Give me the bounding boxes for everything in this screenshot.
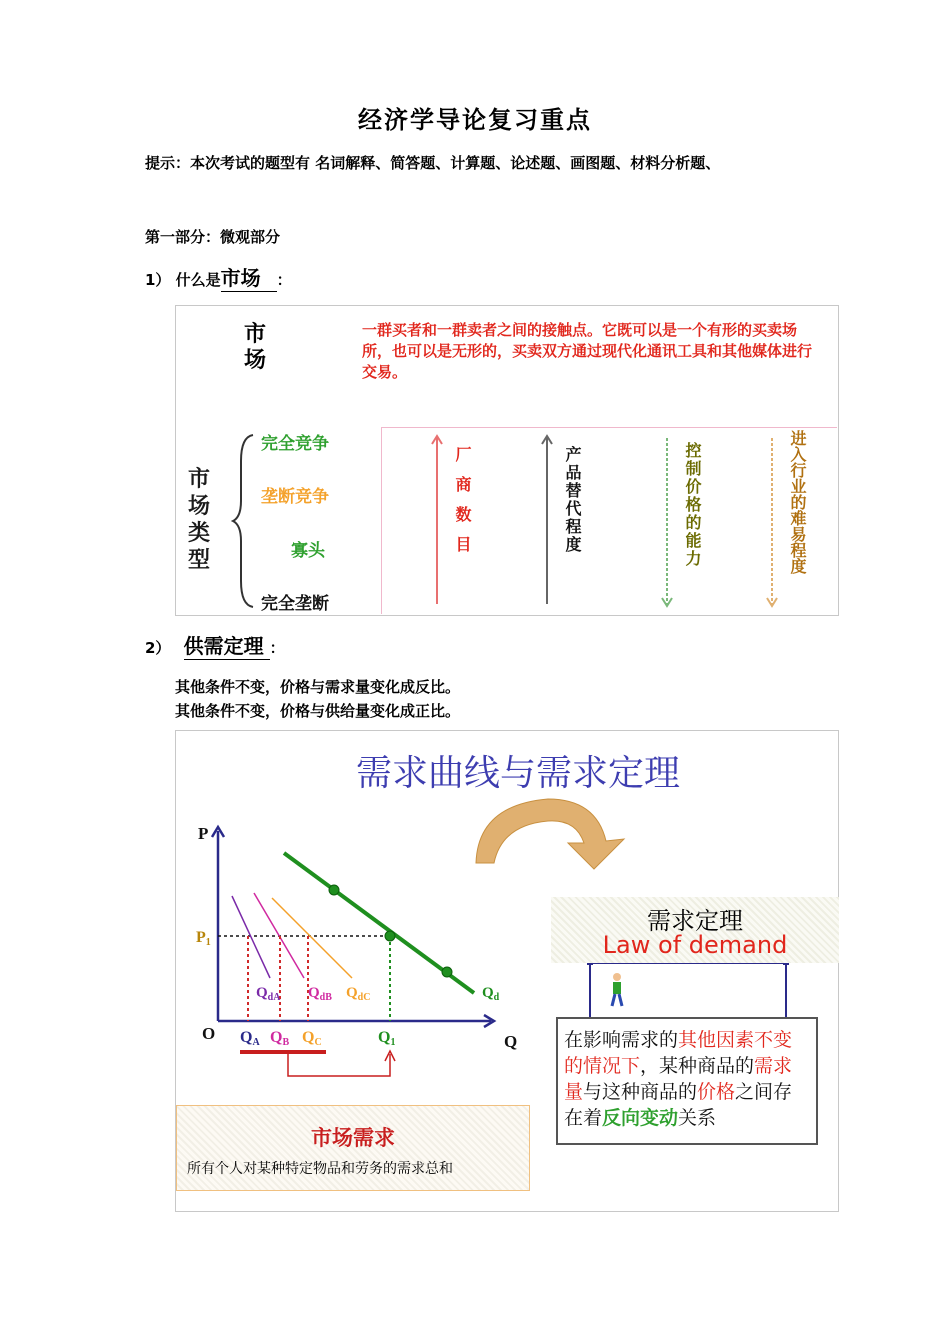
law-english: Law of demand — [602, 931, 788, 959]
market-type-0: 完全竞争 — [261, 434, 329, 454]
law-description-segment-4: 与这种商品的 — [583, 1081, 698, 1103]
origin-label: O — [202, 1024, 216, 1043]
curved-arrow-icon — [476, 799, 624, 869]
market-figure — [175, 305, 839, 616]
dimension-label-0: 厂商数目 — [453, 446, 472, 566]
q-label-a: QA — [240, 1029, 260, 1048]
law-description-segment-2: ，某种商品的 — [640, 1055, 755, 1077]
walking-person-body — [613, 982, 621, 994]
market-definition: 一群买者和一群卖者之间的接触点。它既可以是一个有形的买卖场所，也可以是无形的，买卖双方通过现代化通讯工具和其他媒体进行交易。 — [362, 321, 813, 381]
question-2-suffix: ： — [269, 639, 285, 657]
market-types-label: 市场类型 — [188, 467, 211, 573]
question-2-term: 供需定理 — [184, 630, 270, 660]
market-demand-title: 市场需求 — [311, 1126, 395, 1150]
sum-connector — [288, 1054, 390, 1076]
dimensions-panel — [381, 427, 837, 614]
question-1-suffix: ： — [276, 271, 292, 289]
curve-point-0 — [329, 885, 339, 895]
market-demand-box — [176, 1105, 530, 1191]
law-description-segment-7: 反向变动 — [602, 1107, 679, 1129]
curve-label-dA: $Q_{dA}$ — [256, 985, 281, 1003]
axis-label-p: P — [198, 824, 209, 843]
market-demand-description: 所有个人对某种特定物品和劳务的需求总和 — [187, 1161, 453, 1177]
curve-dC — [272, 898, 352, 978]
dimension-label-1: 产品替代程度 — [563, 446, 582, 554]
law-description-segment-8: 关系 — [678, 1107, 717, 1129]
q-label-1: Q1 — [378, 1029, 396, 1048]
market-type-3: 完全垄断 — [261, 594, 329, 614]
axis-label-q: Q — [504, 1032, 518, 1051]
walking-person-leg-right — [619, 994, 622, 1006]
page-title: 经济学导论复习重点 — [358, 105, 592, 134]
curve-label-dB: $Q_{dB}$ — [308, 985, 332, 1003]
question-2-prefix: 2） — [145, 639, 171, 657]
price-p1-label: P1 — [196, 929, 211, 948]
q-label-b: QB — [270, 1029, 290, 1048]
question-1-term: 市场 — [221, 262, 277, 292]
dimension-label-2: 控制价格的能力 — [683, 442, 702, 568]
market-type-1: 垄断竞争 — [261, 487, 329, 507]
curve-point-2 — [442, 967, 452, 977]
demand-figure — [175, 730, 839, 1212]
market-type-2: 寡头 — [291, 541, 325, 561]
curve-label-d: $Q_d$ — [482, 985, 500, 1003]
law-of-demand-header — [551, 897, 839, 963]
exam-hint: 提示：本次考试的题型有 名词解释、简答题、计算题、论述题、画图题、材料分析题、 — [145, 154, 721, 172]
curve-label-dC: $Q_{dC}$ — [346, 985, 371, 1003]
q-label-c: QC — [302, 1029, 322, 1048]
law-description-segment-6: 之间存在着 — [564, 1081, 793, 1129]
demand-figure-title: 需求曲线与需求定理 — [356, 753, 681, 794]
law-title: 需求定理 — [647, 907, 743, 935]
question-1-prefix: 1） 什么是 — [145, 271, 221, 289]
walking-person-icon — [613, 973, 621, 981]
supply-law-statement: 其他条件不变，价格与供给量变化成正比。 — [175, 702, 461, 720]
law-description-segment-3: 需求量 — [564, 1055, 793, 1103]
question-1 — [145, 262, 292, 292]
question-2 — [145, 630, 285, 660]
law-description-segment-5: 价格 — [697, 1081, 736, 1103]
law-description-segment-0: 在影响需求的 — [564, 1029, 679, 1051]
walking-person-leg-left — [612, 994, 615, 1006]
brace — [231, 431, 261, 611]
part-heading: 第一部分：微观部分 — [145, 228, 281, 246]
law-description — [556, 1017, 818, 1145]
demand-law-statement: 其他条件不变，价格与需求量变化成反比。 — [175, 678, 461, 696]
market-label: 市场 — [244, 322, 267, 373]
curve-dA — [232, 896, 270, 978]
dimension-label-3: 进入行业的难易程度 — [788, 430, 807, 574]
law-description-segment-1: 其他因素不变的情况下 — [564, 1029, 793, 1077]
